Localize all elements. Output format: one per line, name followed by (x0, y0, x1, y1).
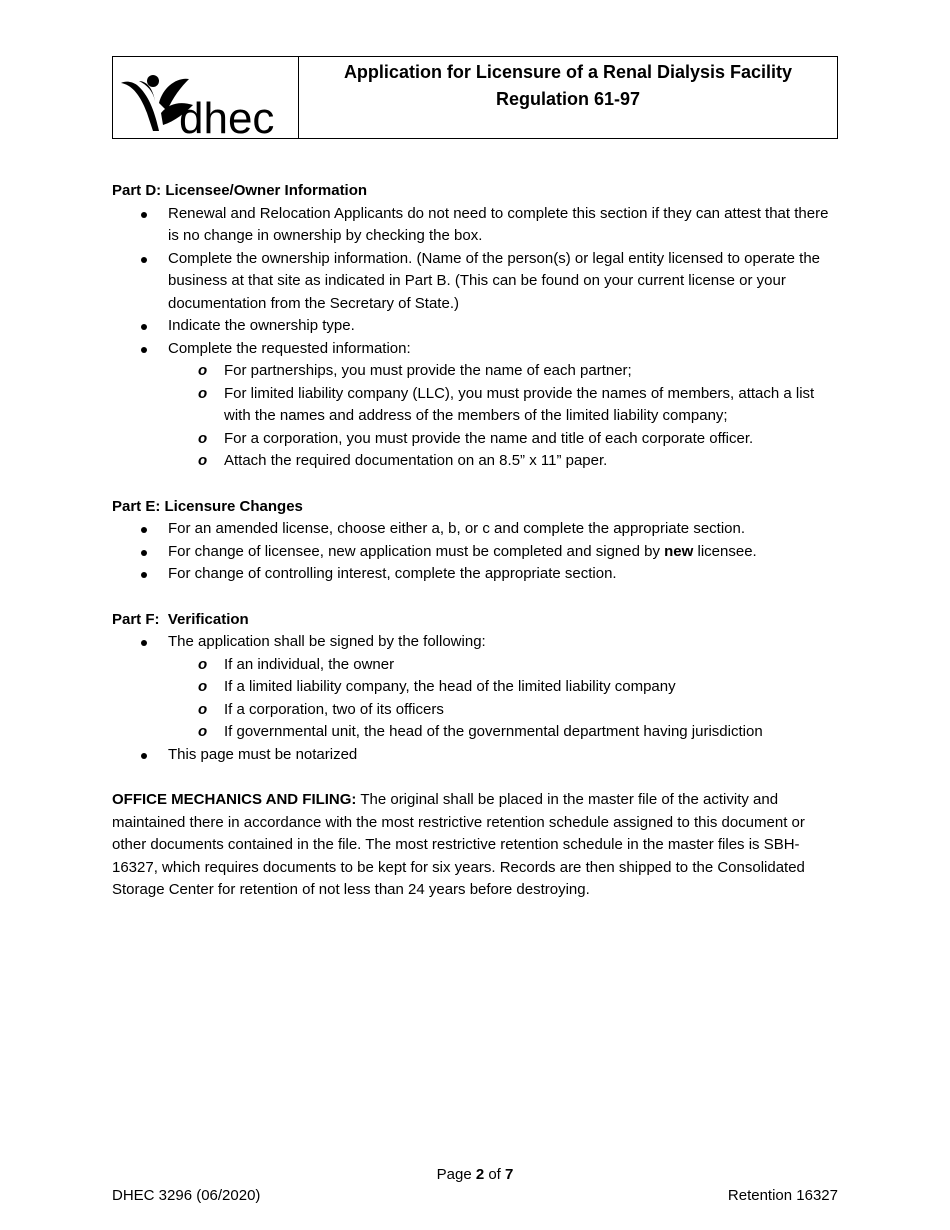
sub-list-item: o If a corporation, two of its officers (168, 699, 842, 722)
list-item: For change of licensee, new application must be completed and signed by new licensee. (112, 541, 842, 564)
bullet-icon (141, 550, 147, 556)
list-item: The application shall be signed by the following: o If an individual, the owner o If a limited liability company, the head of the limited liability company o If a corporation, two of its officers o If governmental unit, the head of the governmental department having jurisdiction (112, 631, 842, 744)
bullet-icon (141, 527, 147, 533)
document-header (112, 56, 838, 139)
part-f-sublist (168, 654, 842, 744)
dhec-logo (113, 57, 299, 138)
part-f-list (112, 631, 842, 766)
title-line-2: Regulation 61-97 (495, 89, 641, 109)
bullet-icon (141, 753, 147, 759)
list-item: This page must be notarized (112, 744, 842, 767)
circle-bullet-icon: o (198, 362, 208, 379)
circle-bullet-icon: o (198, 723, 208, 740)
sub-list-item: o If governmental unit, the head of the governmental department having jurisdiction (168, 721, 842, 744)
circle-bullet-icon: o (198, 678, 208, 695)
title-line-1: Application for Licensure of a Renal Dialysis Facility (343, 62, 793, 82)
bullet-icon (141, 212, 147, 218)
svg-text:dhec: dhec (179, 94, 275, 135)
sub-list-item: o For limited liability company (LLC), you must provide the names of members, attach a list with the names and address of the members of the limited liability company; (198, 384, 815, 424)
part-e-title: Part E: Licensure Changes (112, 497, 303, 515)
list-item: For change of controlling interest, complete the appropriate section. (112, 563, 842, 586)
sub-list-item: o For a corporation, you must provide the name and title of each corporate officer. (168, 428, 842, 451)
instructions-body (112, 180, 842, 902)
part-d-list (112, 203, 842, 473)
form-id: DHEC 3296 (06/2020) (112, 1187, 261, 1204)
list-item: Complete the ownership information. (Name of the person(s) or legal entity licensed to operate the business at that site as indicated in Part B. (This can be found on your current license or your documentation from the Secretary of State.) (112, 248, 842, 316)
bullet-icon (141, 572, 147, 578)
sub-list-item: o If a limited liability company, the head of the limited liability company (168, 676, 842, 699)
part-d-title: Part D: Licensee/Owner Information (112, 182, 368, 199)
list-item: Complete the requested information: o For partnerships, you must provide the name of each partner; o For limited liability company (LLC), you must provide the names of members, attach a list with the names and address of the members of the limited liability company; o For a corporation, you must provide the name and title of each corporate officer. o Attach the required documentation on an 8.5” x 11” paper. (112, 338, 842, 473)
bullet-icon (141, 324, 147, 330)
page-number: Page 2 of 7 (436, 1166, 514, 1183)
office-mechanics-label: OFFICE MECHANICS AND FILING: (112, 791, 357, 808)
bullet-icon (141, 640, 147, 646)
part-d-sublist (168, 360, 842, 473)
list-item: Indicate the ownership type. (112, 315, 842, 338)
circle-bullet-icon: o (198, 700, 208, 718)
list-item: For an amended license, choose either a, b, or c and complete the appropriate section. (112, 518, 842, 541)
circle-bullet-icon: o (198, 429, 208, 447)
bullet-icon (141, 347, 147, 353)
sub-list-item: o Attach the required documentation on an 8.5” x 11” paper. (168, 450, 842, 473)
part-f-title: Part F: Verification (112, 610, 249, 628)
retention-code: Retention 16327 (727, 1187, 838, 1204)
circle-bullet-icon: o (198, 655, 208, 673)
office-mechanics-paragraph: OFFICE MECHANICS AND FILING: The original shall be placed in the master file of the activity and maintained there in accordance with the most restrictive retention schedule assigned to this document or other documents contained in the file. The most restrictive retention schedule in the master files is SBH-16327, which requires documents to be kept for six years. Records are then shipped to the Consolidated Storage Center for retention of not less than 24 years before destroying. (112, 791, 805, 898)
sub-list-item: o For partnerships, you must provide the name of each partner; (168, 360, 842, 383)
part-e-list (112, 518, 842, 586)
dhec-logo-mark (119, 73, 297, 135)
bullet-icon (141, 257, 147, 263)
list-item: Renewal and Relocation Applicants do not need to complete this section if they can attest that there is no change in ownership by checking the box. (112, 203, 842, 248)
sub-list-item: o If an individual, the owner (168, 654, 842, 677)
document-title (299, 57, 837, 138)
circle-bullet-icon: o (198, 384, 208, 402)
circle-bullet-icon: o (198, 452, 208, 469)
